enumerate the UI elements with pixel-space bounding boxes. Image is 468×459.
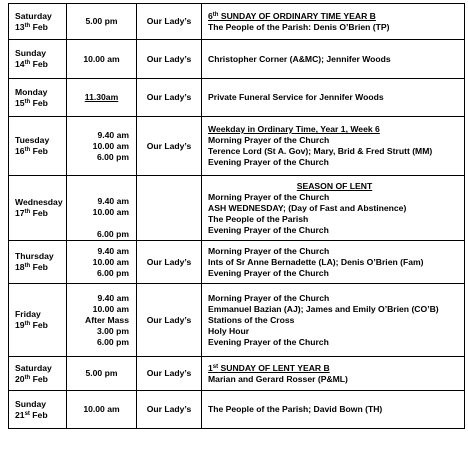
day-cell <box>9 4 67 40</box>
time-cell: 9.40 am 10.00 am 6.00 pm <box>67 241 137 284</box>
schedule-row-wed-17 <box>9 176 465 241</box>
schedule-row-tue-16 <box>9 117 465 176</box>
event-cell: The People of the Parish; David Bown (TH) <box>202 391 465 429</box>
day-cell: Thursday 18th Feb <box>9 241 67 284</box>
time-cell: 10.00 am <box>67 40 137 79</box>
event-cell: 6th SUNDAY OF ORDINARY TIME YEAR B The People of the Parish: Denis O’Brien (TP) <box>202 4 465 40</box>
mass-schedule-table <box>8 3 465 429</box>
event-cell: SEASON OF LENT Morning Prayer of the Church ASH WEDNESDAY; (Day of Fast and Abstinence) The People of the Parish Evening Prayer of the Church <box>202 176 465 241</box>
event-cell: Morning Prayer of the Church Emmanuel Bazian (AJ); James and Emily O’Brien (CO’B) Stations of the Cross Holy Hour Evening Prayer of the Church <box>202 284 465 357</box>
time-cell: 5.00 pm <box>67 357 137 391</box>
place-cell <box>137 176 202 241</box>
day-date: 13th Feb <box>15 21 48 32</box>
place-cell: Our Lady’s <box>137 241 202 284</box>
time-cell: 9.40 am 10.00 am 6.00 pm <box>67 117 137 176</box>
schedule-row-thu-18 <box>9 241 465 284</box>
day-cell: Sunday 21st Feb <box>9 391 67 429</box>
place-cell: Our Lady’s <box>137 4 202 40</box>
event-cell: 1st SUNDAY OF LENT YEAR B Marian and Gerard Rosser (P&ML) <box>202 357 465 391</box>
place-cell: Our Lady’s <box>137 391 202 429</box>
time-cell: 5.00 pm <box>67 4 137 40</box>
day-cell: Tuesday 16th Feb <box>9 117 67 176</box>
day-cell: Monday 15th Feb <box>9 79 67 117</box>
place-cell: Our Lady’s <box>137 79 202 117</box>
schedule-row-sat-20 <box>9 357 465 391</box>
event-cell: Weekday in Ordinary Time, Year 1, Week 6 Morning Prayer of the Church Terence Lord (St A. Gov); Mary, Brid & Fred Strutt (MM) Evening Prayer of the Church <box>202 117 465 176</box>
liturgical-heading: 1st SUNDAY OF LENT YEAR B <box>208 362 330 373</box>
schedule-row-mon-15 <box>9 79 465 117</box>
day-name: Saturday <box>15 10 52 21</box>
schedule-row-fri-19 <box>9 284 465 357</box>
event-cell: Christopher Corner (A&MC); Jennifer Woods <box>202 40 465 79</box>
liturgical-heading: SEASON OF LENT <box>296 180 373 191</box>
time-cell: 10.00 am <box>67 391 137 429</box>
place-cell: Our Lady’s <box>137 284 202 357</box>
time-cell: 11.30am <box>67 79 137 117</box>
day-cell: Saturday 20th Feb <box>9 357 67 391</box>
schedule-row-sat-13 <box>9 4 465 40</box>
place-cell: Our Lady’s <box>137 357 202 391</box>
place-cell: Our Lady’s <box>137 40 202 79</box>
schedule-row-sun-21 <box>9 391 465 429</box>
event-cell: Morning Prayer of the Church Ints of Sr Anne Bernadette (LA); Denis O’Brien (Fam) Evening Prayer of the Church <box>202 241 465 284</box>
liturgical-heading: Weekday in Ordinary Time, Year 1, Week 6 <box>208 124 380 134</box>
schedule-row-sun-14 <box>9 40 465 79</box>
day-cell: Friday 19th Feb <box>9 284 67 357</box>
day-cell: Wednesday 17th Feb <box>9 176 67 241</box>
time-cell: 9.40 am 10.00 am After Mass 3.00 pm 6.00 pm <box>67 284 137 357</box>
event-cell: Private Funeral Service for Jennifer Woods <box>202 79 465 117</box>
time-cell: 9.40 am 10.00 am 6.00 pm <box>67 176 137 241</box>
liturgical-heading: 6th SUNDAY OF ORDINARY TIME YEAR B <box>208 10 376 21</box>
place-cell: Our Lady’s <box>137 117 202 176</box>
day-cell: Sunday 14th Feb <box>9 40 67 79</box>
